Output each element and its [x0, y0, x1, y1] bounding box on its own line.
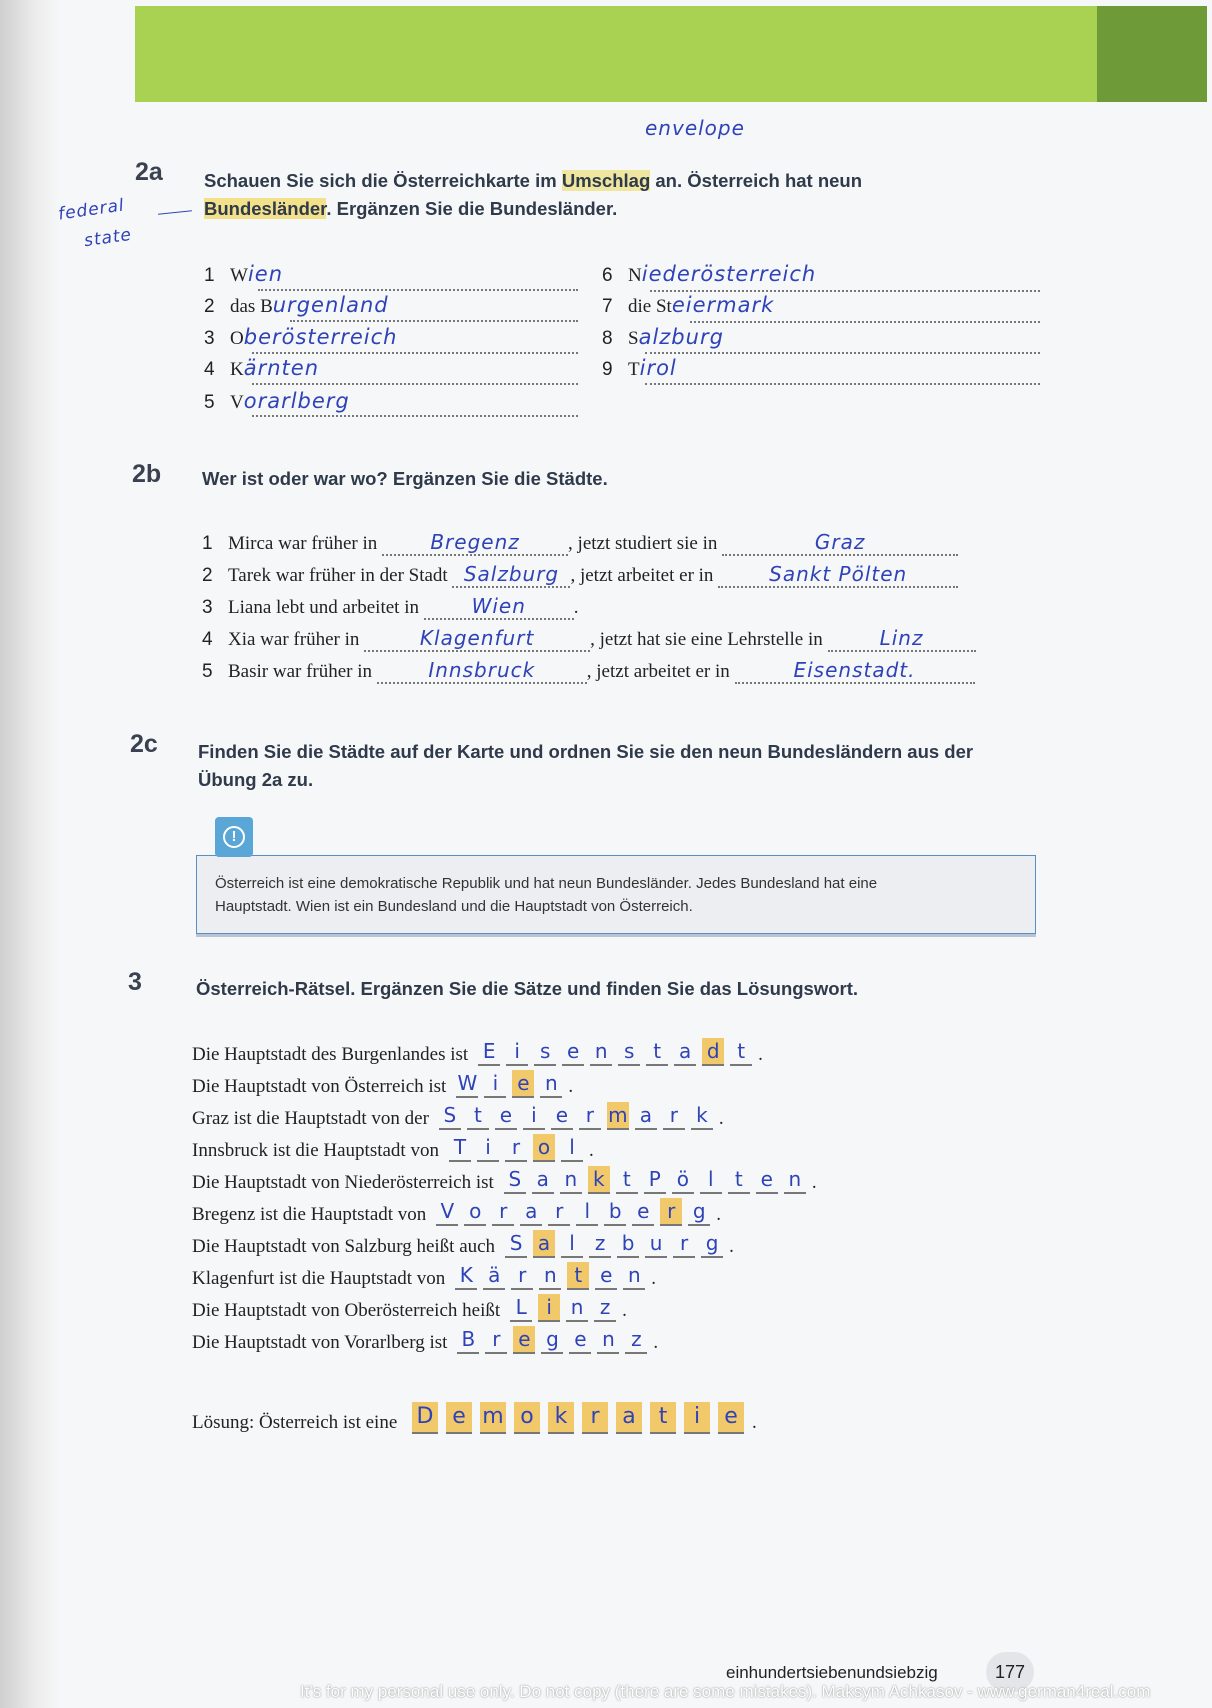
letter-tile[interactable]: a	[674, 1038, 696, 1066]
solution-letter-tile[interactable]: a	[616, 1402, 642, 1434]
answer-field[interactable]: ärnten	[243, 356, 320, 380]
letter-tile[interactable]: r	[485, 1326, 507, 1354]
letter-tile[interactable]: e	[756, 1166, 778, 1194]
letter-tile[interactable]: z	[594, 1294, 616, 1322]
puzzle-sentence: Die Hauptstadt von Oberösterreich heißt L i n z .	[192, 1295, 627, 1321]
letter-tile[interactable]: n	[597, 1326, 619, 1354]
answer-field[interactable]: eiermark	[671, 293, 775, 317]
letter-tile[interactable]: t	[728, 1166, 750, 1194]
answer-field[interactable]: Bregenz	[382, 530, 568, 556]
letter-tile[interactable]: l	[561, 1134, 583, 1162]
letter-tile[interactable]: S	[504, 1166, 526, 1194]
exercise-number-2c: 2c	[130, 730, 158, 758]
puzzle-sentence: Graz ist die Hauptstadt von der S t e i e r m a r k .	[192, 1103, 724, 1129]
answer-field[interactable]: Eisenstadt.	[735, 658, 975, 684]
sentence-text: Bregenz ist die Hauptstadt von	[192, 1204, 427, 1225]
letter-tile[interactable]: u	[645, 1230, 667, 1258]
sentence-text: Die Hauptstadt von Österreich ist	[192, 1076, 447, 1097]
letter-tile[interactable]: g	[541, 1326, 563, 1354]
letter-tile[interactable]: o	[533, 1134, 555, 1162]
letter-tile[interactable]: E	[478, 1038, 500, 1066]
letter-tile[interactable]: t	[616, 1166, 638, 1194]
answer-letters[interactable]	[504, 1166, 812, 1194]
letter-tile[interactable]: S	[439, 1102, 461, 1130]
letter-tile[interactable]: k	[691, 1102, 713, 1130]
sentence-text: Innsbruck ist die Hauptstadt von	[192, 1140, 439, 1161]
letter-tile[interactable]: b	[617, 1230, 639, 1258]
exercise-3-instruction: Österreich-Rätsel. Ergänzen Sie die Sätze und finden Sie das Lösungswort.	[196, 978, 859, 999]
table-row: 3 Liana lebt und arbeitet in Wien .	[202, 594, 579, 618]
letter-tile[interactable]: e	[551, 1102, 573, 1130]
letter-tile[interactable]: e	[595, 1262, 617, 1290]
puzzle-sentence: Bregenz ist die Hauptstadt von V o r a r l b e r g .	[192, 1199, 722, 1225]
letter-tile[interactable]: l	[576, 1198, 598, 1226]
list-item: 8 Salzburg	[602, 325, 724, 349]
letter-tile[interactable]: s	[618, 1038, 640, 1066]
solution-label: Lösung: Österreich ist eine	[192, 1412, 398, 1433]
info-box	[196, 855, 1036, 934]
table-row: 1 Mirca war früher in Bregenz , jetzt studiert sie in Graz	[202, 530, 958, 556]
letter-tile[interactable]: l	[700, 1166, 722, 1194]
list-item: 2 das Burgenland	[204, 293, 389, 317]
answer-field[interactable]: Wien	[424, 594, 574, 620]
letter-tile[interactable]: r	[673, 1230, 695, 1258]
handwritten-note-envelope: envelope	[645, 116, 745, 140]
letter-tile[interactable]: i	[523, 1102, 545, 1130]
sentence-text: Graz ist die Hauptstadt von der	[192, 1108, 429, 1129]
sentence-text: Die Hauptstadt von Niederösterreich ist	[192, 1172, 494, 1193]
table-row: 5 Basir war früher in Innsbruck , jetzt arbeitet er in Eisenstadt.	[202, 658, 975, 684]
letter-tile[interactable]: n	[560, 1166, 582, 1194]
letter-tile[interactable]: t	[730, 1038, 752, 1066]
letter-tile[interactable]: a	[532, 1166, 554, 1194]
letter-tile[interactable]: T	[449, 1134, 471, 1162]
puzzle-sentence: Klagenfurt ist die Hauptstadt von K ä r n t e n .	[192, 1263, 657, 1289]
answer-letters[interactable]	[439, 1102, 719, 1130]
answer-field[interactable]: Salzburg	[452, 562, 570, 588]
letter-tile[interactable]: n	[540, 1070, 562, 1098]
letter-tile[interactable]: n	[784, 1166, 806, 1194]
sentence-text: Klagenfurt ist die Hauptstadt von	[192, 1268, 446, 1289]
header-color-bar	[135, 6, 1207, 102]
letter-tile[interactable]: t	[567, 1262, 589, 1290]
letter-tile[interactable]: i	[484, 1070, 506, 1098]
list-item: 4 Kärnten	[204, 356, 320, 380]
solution-row: Lösung: Österreich ist eine D e m o k r a t i e .	[192, 1404, 757, 1433]
letter-tile[interactable]: ä	[483, 1262, 505, 1290]
puzzle-sentence: Die Hauptstadt des Burgenlandes ist E i s e n s t a d t .	[192, 1039, 763, 1065]
letter-tile[interactable]: r	[548, 1198, 570, 1226]
letter-tile[interactable]: t	[467, 1102, 489, 1130]
answer-field[interactable]: berösterreich	[243, 325, 398, 349]
handwritten-note-federal: federal	[56, 195, 126, 225]
solution-letter-tile[interactable]: m	[480, 1402, 506, 1434]
letter-tile[interactable]: z	[589, 1230, 611, 1258]
letter-tile[interactable]: e	[562, 1038, 584, 1066]
list-item: 5 Vorarlberg	[204, 389, 350, 413]
exercise-2b-instruction: Wer ist oder war wo? Ergänzen Sie die Städte.	[202, 468, 608, 489]
letter-tile[interactable]: t	[646, 1038, 668, 1066]
solution-letter-tile[interactable]: e	[446, 1402, 472, 1434]
answer-letters[interactable]	[457, 1326, 653, 1354]
answer-field[interactable]: Sankt Pölten	[718, 562, 958, 588]
workbook-page	[22, 0, 1212, 1708]
exercise-number-2a: 2a	[135, 158, 163, 186]
letter-tile[interactable]: i	[477, 1134, 499, 1162]
answer-letters[interactable]	[505, 1230, 729, 1258]
letter-tile[interactable]: e	[495, 1102, 517, 1130]
exercise-number-3: 3	[128, 968, 142, 996]
letter-tile[interactable]: s	[534, 1038, 556, 1066]
answer-field[interactable]: orarlberg	[243, 389, 350, 413]
list-item: 9 Tirol	[602, 356, 677, 380]
page-number-words: einhundertsiebenundsiebzig	[726, 1663, 938, 1682]
answer-letters[interactable]	[436, 1198, 716, 1226]
letter-tile[interactable]: n	[566, 1294, 588, 1322]
exercise-2a-instruction: Schauen Sie sich die Österreichkarte im Umschlag an. Österreich hat neun Bundesländer. Ergänzen Sie die Bundesländer.	[204, 170, 863, 219]
letter-tile[interactable]: e	[569, 1326, 591, 1354]
solution-letter-tile[interactable]: r	[582, 1402, 608, 1434]
list-item: 6 Niederösterreich	[602, 262, 817, 286]
answer-letters[interactable]	[456, 1070, 568, 1098]
answer-field[interactable]: ien	[247, 262, 284, 286]
letter-tile[interactable]: m	[607, 1102, 629, 1130]
letter-tile[interactable]: e	[513, 1326, 535, 1354]
letter-tile[interactable]: r	[505, 1134, 527, 1162]
letter-tile[interactable]: B	[457, 1326, 479, 1354]
letter-tile[interactable]: g	[701, 1230, 723, 1258]
handwritten-note-state: state	[82, 224, 134, 252]
letter-tile[interactable]: n	[539, 1262, 561, 1290]
answer-letters[interactable]	[455, 1262, 651, 1290]
letter-tile[interactable]: i	[538, 1294, 560, 1322]
letter-tile[interactable]: a	[635, 1102, 657, 1130]
letter-tile[interactable]: z	[625, 1326, 647, 1354]
letter-tile[interactable]: l	[561, 1230, 583, 1258]
solution-letter-tile[interactable]: t	[650, 1402, 676, 1434]
page-number: 177	[986, 1652, 1034, 1692]
exercise-2c-instruction: Finden Sie die Städte auf der Karte und ordnen Sie sie den neun Bundesländern aus der Übung 2a zu.	[198, 741, 974, 790]
puzzle-sentence: Die Hauptstadt von Salzburg heißt auch S a l z b u r g .	[192, 1231, 734, 1257]
exclamation-icon: !	[215, 817, 253, 857]
answer-letters[interactable]	[510, 1294, 622, 1322]
list-item: 1 Wien	[204, 262, 284, 286]
answer-letters[interactable]	[478, 1038, 758, 1066]
answer-field[interactable]: Innsbruck	[377, 658, 587, 684]
letter-tile[interactable]: K	[455, 1262, 477, 1290]
letter-tile[interactable]: g	[688, 1198, 710, 1226]
puzzle-sentence: Die Hauptstadt von Vorarlberg ist B r e g e n z .	[192, 1327, 659, 1353]
letter-tile[interactable]: i	[506, 1038, 528, 1066]
letter-tile[interactable]: P	[644, 1166, 666, 1194]
letter-tile[interactable]: r	[660, 1198, 682, 1226]
exercise-number-2b: 2b	[132, 460, 162, 488]
solution-letter-tile[interactable]: e	[718, 1402, 744, 1434]
answer-field[interactable]: alzburg	[638, 325, 724, 349]
solution-letter-tile[interactable]: o	[514, 1402, 540, 1434]
letter-tile[interactable]: r	[579, 1102, 601, 1130]
answer-field[interactable]: Linz	[828, 626, 976, 652]
answer-field[interactable]: Graz	[722, 530, 958, 556]
letter-tile[interactable]: V	[436, 1198, 458, 1226]
solution-letter-tile[interactable]: i	[684, 1402, 710, 1434]
solution-letter-tile[interactable]: k	[548, 1402, 574, 1434]
letter-tile[interactable]: n	[590, 1038, 612, 1066]
letter-tile[interactable]: r	[663, 1102, 685, 1130]
letter-tile[interactable]: ö	[672, 1166, 694, 1194]
letter-tile[interactable]: L	[510, 1294, 532, 1322]
letter-tile[interactable]: r	[511, 1262, 533, 1290]
answer-letters[interactable]	[449, 1134, 589, 1162]
letter-tile[interactable]: d	[702, 1038, 724, 1066]
list-item: 3 Oberösterreich	[204, 325, 398, 349]
solution-letter-tile[interactable]: D	[412, 1402, 438, 1434]
puzzle-sentence: Die Hauptstadt von Niederösterreich ist S a n k t P ö l t e n .	[192, 1167, 817, 1193]
page-gutter	[0, 0, 60, 1708]
info-text-line-1: Österreich ist eine demokratische Republik und hat neun Bundesländer. Jedes Bundesland hat eine	[215, 875, 878, 892]
info-text-line-2: Hauptstadt. Wien ist ein Bundesland und die Hauptstadt von Österreich.	[215, 898, 693, 915]
watermark: It's for my personal use only. Do not copy (there are some mistakes). Maksym Achkasov - www.german4real.com	[300, 1682, 1151, 1701]
letter-tile[interactable]: e	[632, 1198, 654, 1226]
table-row: 4 Xia war früher in Klagenfurt , jetzt hat sie eine Lehrstelle in Linz	[202, 626, 976, 652]
sentence-text: Die Hauptstadt von Salzburg heißt auch	[192, 1236, 496, 1257]
letter-tile[interactable]: k	[588, 1166, 610, 1194]
puzzle-sentence: Innsbruck ist die Hauptstadt von T i r o l .	[192, 1135, 594, 1161]
letter-tile[interactable]: S	[505, 1230, 527, 1258]
list-item: 7 die Steiermark	[602, 293, 775, 317]
letter-tile[interactable]: o	[464, 1198, 486, 1226]
sentence-text: Die Hauptstadt von Oberösterreich heißt	[192, 1300, 501, 1321]
letter-tile[interactable]: r	[492, 1198, 514, 1226]
answer-field[interactable]: irol	[639, 356, 677, 380]
answer-field[interactable]: urgenland	[272, 293, 389, 317]
letter-tile[interactable]: a	[533, 1230, 555, 1258]
letter-tile[interactable]: e	[512, 1070, 534, 1098]
letter-tile[interactable]: b	[604, 1198, 626, 1226]
letter-tile[interactable]: n	[623, 1262, 645, 1290]
letter-tile[interactable]: W	[456, 1070, 478, 1098]
answer-field[interactable]: Klagenfurt	[364, 626, 590, 652]
puzzle-sentence: Die Hauptstadt von Österreich ist W i e n .	[192, 1071, 574, 1097]
sentence-text: Die Hauptstadt des Burgenlandes ist	[192, 1044, 469, 1065]
letter-tile[interactable]: a	[520, 1198, 542, 1226]
sentence-text: Die Hauptstadt von Vorarlberg ist	[192, 1332, 448, 1353]
solution-word[interactable]	[412, 1402, 752, 1434]
table-row: 2 Tarek war früher in der Stadt Salzburg , jetzt arbeitet er in Sankt Pölten	[202, 562, 958, 588]
answer-field[interactable]: iederösterreich	[641, 262, 817, 286]
